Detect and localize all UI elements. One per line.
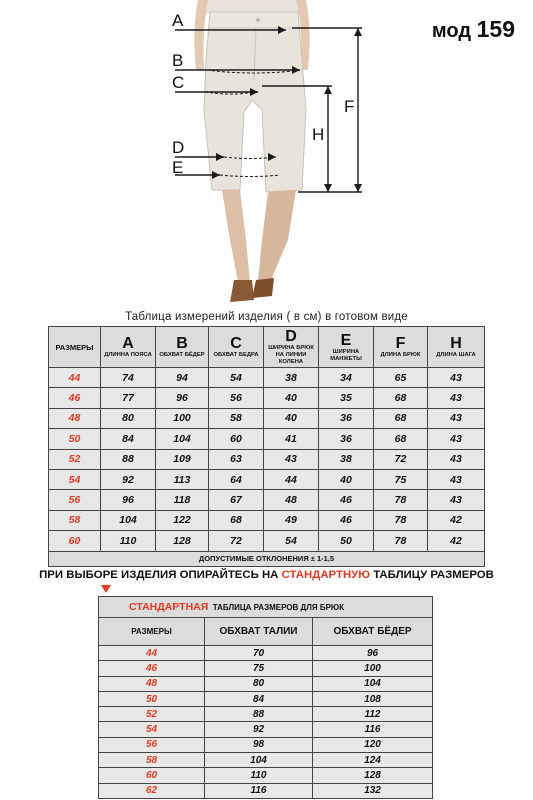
header-sizes: РАЗМЕРЫ: [99, 618, 205, 646]
value-cell: 43: [428, 388, 485, 408]
waist-cell: 84: [205, 691, 313, 706]
header-letter: C: [230, 335, 242, 352]
header-letter: E: [340, 331, 352, 349]
value-cell: 72: [374, 449, 428, 469]
hips-cell: 128: [313, 768, 433, 783]
table-row: [99, 691, 433, 706]
table-row: [49, 490, 485, 510]
header-letter: H: [450, 335, 462, 352]
size-cell: 54: [99, 722, 205, 737]
value-cell: 78: [374, 490, 428, 510]
value-cell: 43: [428, 429, 485, 449]
measure-table-footer: [49, 551, 485, 566]
value-cell: 63: [209, 449, 264, 469]
tolerance-note: ДОПУСТИМЫЕ ОТКЛОНЕНИЯ ± 1-1,5: [49, 551, 485, 566]
letter-d: D: [172, 138, 185, 157]
header-col: [428, 327, 485, 368]
value-cell: 42: [428, 531, 485, 551]
header-col: [264, 327, 319, 368]
value-cell: 122: [156, 510, 209, 530]
table-row: [99, 661, 433, 676]
header-label: ДЛИНА ШАГА: [436, 352, 476, 358]
value-cell: 46: [319, 490, 374, 510]
advice-text-before: ПРИ ВЫБОРЕ ИЗДЕЛИЯ ОПИРАЙТЕСЬ НА: [39, 569, 282, 581]
hips-cell: 132: [313, 783, 433, 798]
arrow-f-top: [354, 28, 362, 36]
header-hips: ОБХВАТ БЁДЕР: [313, 618, 433, 646]
header-col: [374, 327, 428, 368]
right-leg: [258, 190, 296, 282]
hips-cell: 116: [313, 722, 433, 737]
table-row: [99, 753, 433, 768]
letter-h: H: [312, 125, 325, 144]
table-row: [49, 429, 485, 449]
standard-table-title-cell: [99, 597, 433, 618]
arrow-f-bottom: [354, 184, 362, 192]
value-cell: 40: [319, 469, 374, 489]
table-row: [49, 531, 485, 551]
value-cell: 110: [101, 531, 156, 551]
value-cell: 54: [209, 368, 264, 388]
header-label: ШИРИНА БРЮК НА ЛИНИИ КОЛЕНА: [268, 345, 314, 365]
size-cell: 48: [99, 676, 205, 691]
value-cell: 104: [101, 510, 156, 530]
size-cell: 52: [49, 449, 101, 469]
standard-size-table: [98, 596, 433, 799]
size-cell: 46: [99, 661, 205, 676]
value-cell: 43: [428, 408, 485, 428]
value-cell: 67: [209, 490, 264, 510]
size-cell: 52: [99, 707, 205, 722]
waist-cell: 104: [205, 753, 313, 768]
header-label: ШИРИНА МАНЖЕТЫ: [330, 348, 362, 362]
value-cell: 68: [209, 510, 264, 530]
measure-table-header: [49, 327, 485, 368]
measure-table-body: [49, 368, 485, 552]
pants-waistband: [209, 12, 299, 28]
standard-table-header: [99, 618, 433, 646]
value-cell: 75: [374, 469, 428, 489]
pants-button: [256, 18, 260, 22]
hips-cell: 108: [313, 691, 433, 706]
advice-text-after: ТАБЛИЦУ РАЗМЕРОВ: [370, 569, 494, 581]
hips-cell: 112: [313, 707, 433, 722]
waist-cell: 92: [205, 722, 313, 737]
table-row: [99, 722, 433, 737]
value-cell: 43: [428, 368, 485, 388]
value-cell: 49: [264, 510, 319, 530]
waist-cell: 110: [205, 768, 313, 783]
size-cell: 46: [49, 388, 101, 408]
size-cell: 48: [49, 408, 101, 428]
size-cell: 54: [49, 469, 101, 489]
header-label: ДЛИННА ПОЯСА: [104, 352, 152, 358]
value-cell: 68: [374, 388, 428, 408]
value-cell: 92: [101, 469, 156, 489]
table-row: [49, 388, 485, 408]
waist-cell: 98: [205, 737, 313, 752]
value-cell: 54: [264, 531, 319, 551]
value-cell: 94: [156, 368, 209, 388]
header-letter: F: [395, 335, 406, 352]
size-cell: 44: [49, 368, 101, 388]
value-cell: 46: [319, 510, 374, 530]
header-label: ОБХВАТ БЕДРА: [213, 352, 259, 358]
standard-title-rest: ТАБЛИЦА РАЗМЕРОВ ДЛЯ БРЮК: [212, 603, 345, 612]
hips-cell: 124: [313, 753, 433, 768]
letter-f: F: [344, 97, 355, 116]
advice-line: [0, 569, 533, 581]
table-row: [99, 768, 433, 783]
header-sizes: РАЗМЕРЫ: [49, 327, 101, 368]
waist-cell: 88: [205, 707, 313, 722]
left-leg: [222, 190, 250, 282]
pants-measurement-diagram: [0, 0, 533, 312]
table-row: [99, 707, 433, 722]
header-letter: A: [122, 335, 134, 352]
table-row: [99, 676, 433, 691]
value-cell: 35: [319, 388, 374, 408]
value-cell: 88: [101, 449, 156, 469]
value-cell: 44: [264, 469, 319, 489]
table-row: [49, 510, 485, 530]
measure-table-title: Таблица измерений изделия ( в см) в готовом виде: [125, 311, 408, 323]
down-arrow-icon: [101, 585, 111, 593]
value-cell: 36: [319, 429, 374, 449]
value-cell: 74: [101, 368, 156, 388]
value-cell: 43: [428, 449, 485, 469]
value-cell: 77: [101, 388, 156, 408]
size-cell: 60: [99, 768, 205, 783]
value-cell: 104: [156, 429, 209, 449]
value-cell: 48: [264, 490, 319, 510]
table-row: [49, 449, 485, 469]
value-cell: 40: [264, 388, 319, 408]
waist-cell: 70: [205, 646, 313, 661]
table-row: [49, 368, 485, 388]
value-cell: 68: [374, 408, 428, 428]
hips-cell: 104: [313, 676, 433, 691]
table-row: [49, 408, 485, 428]
arrow-h-top: [324, 86, 332, 94]
value-cell: 42: [428, 510, 485, 530]
value-cell: 96: [156, 388, 209, 408]
value-cell: 109: [156, 449, 209, 469]
value-cell: 43: [428, 469, 485, 489]
size-cell: 50: [49, 429, 101, 449]
value-cell: 60: [209, 429, 264, 449]
value-cell: 34: [319, 368, 374, 388]
value-cell: 41: [264, 429, 319, 449]
letter-b: B: [172, 51, 184, 70]
letter-c: C: [172, 73, 185, 92]
value-cell: 40: [264, 408, 319, 428]
model-number: [432, 16, 515, 43]
model-prefix: мод: [431, 20, 472, 42]
size-cell: 62: [99, 783, 205, 798]
size-cell: 58: [99, 753, 205, 768]
header-col: [156, 327, 209, 368]
value-cell: 38: [264, 368, 319, 388]
left-sandal: [230, 280, 254, 302]
table-row: [99, 737, 433, 752]
value-cell: 36: [319, 408, 374, 428]
size-cell: 60: [49, 531, 101, 551]
value-cell: 118: [156, 490, 209, 510]
hips-cell: 100: [313, 661, 433, 676]
size-cell: 44: [99, 646, 205, 661]
value-cell: 56: [209, 388, 264, 408]
value-cell: 80: [101, 408, 156, 428]
header-letter: D: [285, 328, 297, 345]
hips-cell: 120: [313, 737, 433, 752]
standard-table-body: [99, 646, 433, 799]
header-col: [209, 327, 264, 368]
value-cell: 72: [209, 531, 264, 551]
model-number-value: 159: [476, 16, 515, 42]
size-cell: 58: [49, 510, 101, 530]
value-cell: 68: [374, 429, 428, 449]
value-cell: 100: [156, 408, 209, 428]
value-cell: 113: [156, 469, 209, 489]
value-cell: 96: [101, 490, 156, 510]
value-cell: 58: [209, 408, 264, 428]
header-label: ОБХВАТ БЁДЕР: [159, 352, 205, 358]
value-cell: 38: [319, 449, 374, 469]
header-col: [319, 327, 374, 368]
value-cell: 128: [156, 531, 209, 551]
standard-table-title: [99, 597, 433, 618]
table-row: [49, 469, 485, 489]
size-cell: 50: [99, 691, 205, 706]
header-letter: B: [176, 335, 188, 352]
value-cell: 78: [374, 510, 428, 530]
value-cell: 65: [374, 368, 428, 388]
value-cell: 78: [374, 531, 428, 551]
size-cell: 56: [99, 737, 205, 752]
waist-cell: 80: [205, 676, 313, 691]
value-cell: 84: [101, 429, 156, 449]
letter-e: E: [172, 158, 184, 177]
measure-table: [48, 326, 485, 567]
value-cell: 43: [428, 490, 485, 510]
arrow-h-bottom: [324, 184, 332, 192]
header-col: [101, 327, 156, 368]
header-label: ДЛИНА БРЮК: [380, 352, 421, 358]
value-cell: 43: [264, 449, 319, 469]
standard-title-red: СТАНДАРТНАЯ: [129, 601, 209, 613]
advice-highlight: СТАНДАРТНУЮ: [281, 569, 371, 581]
letter-a: A: [172, 11, 184, 30]
table-row: [99, 783, 433, 798]
table-row: [99, 646, 433, 661]
size-cell: 56: [49, 490, 101, 510]
value-cell: 50: [319, 531, 374, 551]
header-waist: ОБХВАТ ТАЛИИ: [205, 618, 313, 646]
value-cell: 64: [209, 469, 264, 489]
waist-cell: 116: [205, 783, 313, 798]
waist-cell: 75: [205, 661, 313, 676]
right-sandal: [252, 278, 274, 298]
hips-cell: 96: [313, 646, 433, 661]
pants-shape: [204, 12, 306, 192]
